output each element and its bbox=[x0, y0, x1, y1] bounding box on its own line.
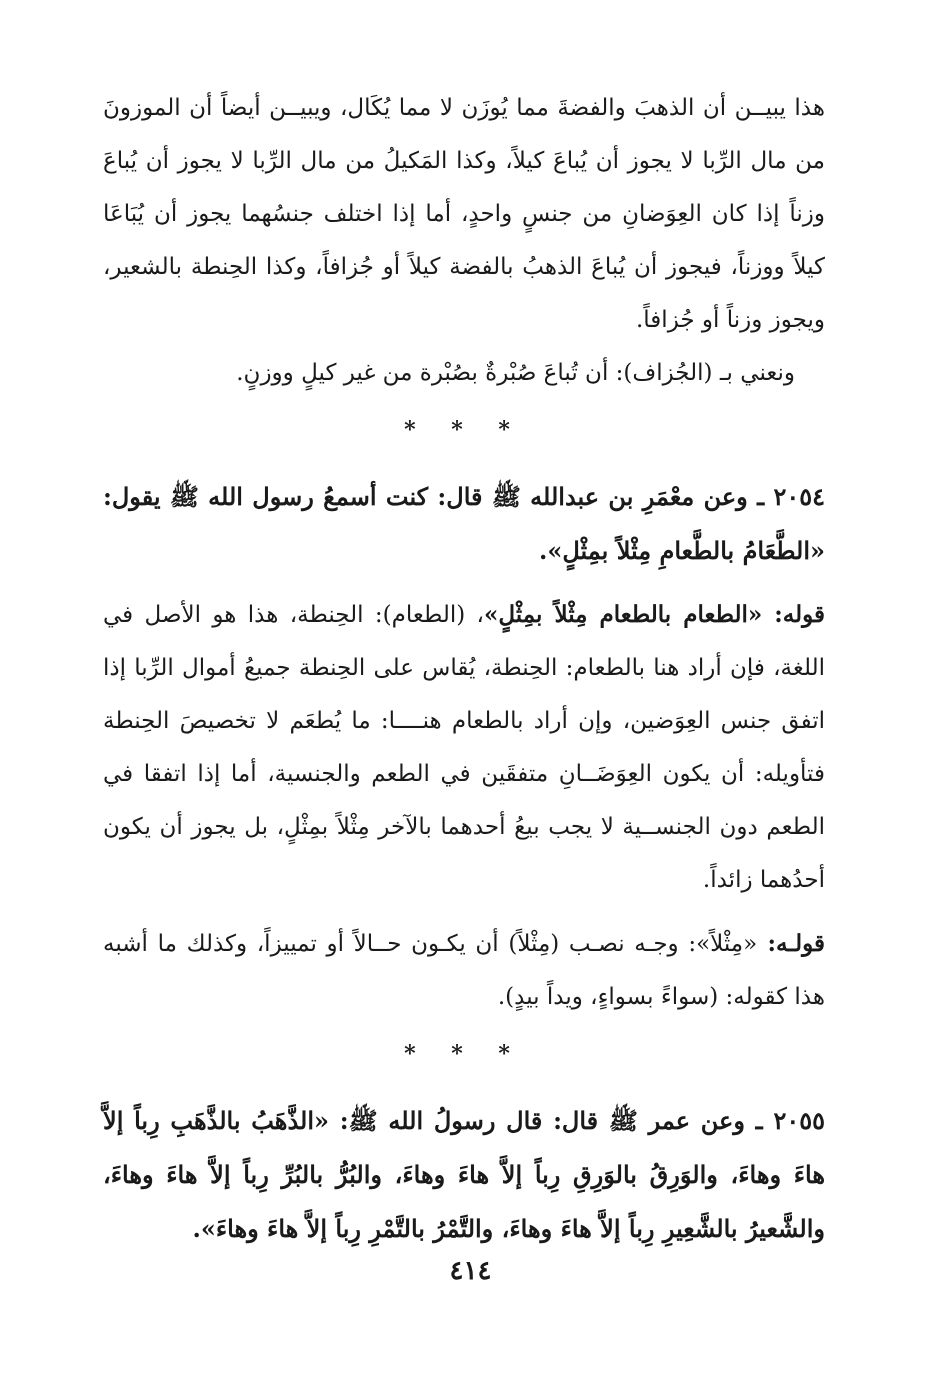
commentary-text: «مِثْلاً»: وجـه نصـب (مِثْلاً) أن يكـون حــالاً أو تمييزاً، وكذلك ما أشبه هذا كقوله: (سواءً بسواءٍ، ويداً بيدٍ). bbox=[103, 931, 825, 1010]
hadith-2054-lead: ٢٠٥٤ ـ وعن معْمَرِ بن عبدالله ﷺ قال: كنت أسمعُ رسول الله ﷺ يقول: bbox=[103, 482, 825, 511]
hadith-2054-quote: «الطَّعَامُ بالطَّعامِ مِثْلاً بمِثْلٍ». bbox=[539, 536, 825, 565]
commentary-label: قوله: bbox=[762, 601, 825, 628]
hadith-2055 bbox=[103, 1094, 825, 1256]
commentary-quote: «الطعام بالطعام مِثْلاً بمِثْلٍ» bbox=[483, 601, 763, 628]
commentary-text: ، (الطعام): الحِنطة، هذا هو الأصل في اللغة، فإن أراد هنا بالطعام: الحِنطة، يُقاس على الحِنطة جميعُ أموال الرِّبا إذا اتفق جنس العِوَضين، وإن أراد بالطعام هنــــا: ما يُطعَم لا تخصيصَ الحِنطة فتأويله: أن يكون العِوَضَــانِ متفقَين في الطعم والجنسية، أما إذا اتفقا في الطعم دون الجنســية لا يجب بيعُ أحدهما بالآخر مِثْلاً بمِثْلٍ، بل يجوز أن يكون أحدُهما زائداً. bbox=[103, 602, 825, 893]
section-separator: * * * bbox=[404, 417, 524, 443]
page-body bbox=[103, 82, 825, 1256]
section-separator: * * * bbox=[404, 1041, 524, 1067]
commentary-2054-a bbox=[103, 588, 825, 907]
hadith-2055-quote: «الذَّهَبُ بالذَّهَبِ رِباً إلاَّ هاءَ وهاءَ، والوَرِقُ بالوَرِقِ رِباً إلاَّ هاءَ وهاءَ، والبُرُّ بالبُرِّ رِباً إلاَّ هاءَ وهاءَ، والشَّعيرُ بالشَّعِيرِ رِباً إلاَّ هاءَ وهاءَ، والتَّمْرُ بالتَّمْرِ رِباً إلاَّ هاءَ وهاءَ». bbox=[103, 1106, 825, 1243]
commentary-2054-b bbox=[103, 917, 825, 1024]
hadith-2055-lead: ٢٠٥٥ ـ وعن عمر ﷺ قال: قال رسولُ الله ﷺ: bbox=[329, 1106, 825, 1135]
commentary-label: قولـه: bbox=[757, 930, 826, 957]
page-number: ٤١٤ bbox=[449, 1256, 492, 1286]
hadith-2054 bbox=[103, 470, 825, 578]
definition-paragraph: ونعني بـ (الجُزاف): أن تُباعَ صُبْرةٌ بصُبْرة من غير كيلٍ ووزنٍ. bbox=[236, 360, 795, 386]
commentary-paragraph: هذا يبيــن أن الذهبَ والفضةَ مما يُوزَن لا مما يُكَال، ويبيــن أيضاً أن الموزونَ من مال الرِّبا لا يجوز أن يُباعَ كيلاً، وكذا المَكيلُ من مال الرِّبا لا يجوز أن يُباعَ وزناً إذا كان العِوَضانِ من جنسٍ واحدٍ، أما إذا اختلف جنسُهما يجوز أن يُبَاعَا كيلاً ووزناً، فيجوز أن يُباعَ الذهبُ بالفضة كيلاً أو جُزافاً، وكذا الحِنطة بالشعير، ويجوز وزناً أو جُزافاً. bbox=[103, 95, 825, 333]
